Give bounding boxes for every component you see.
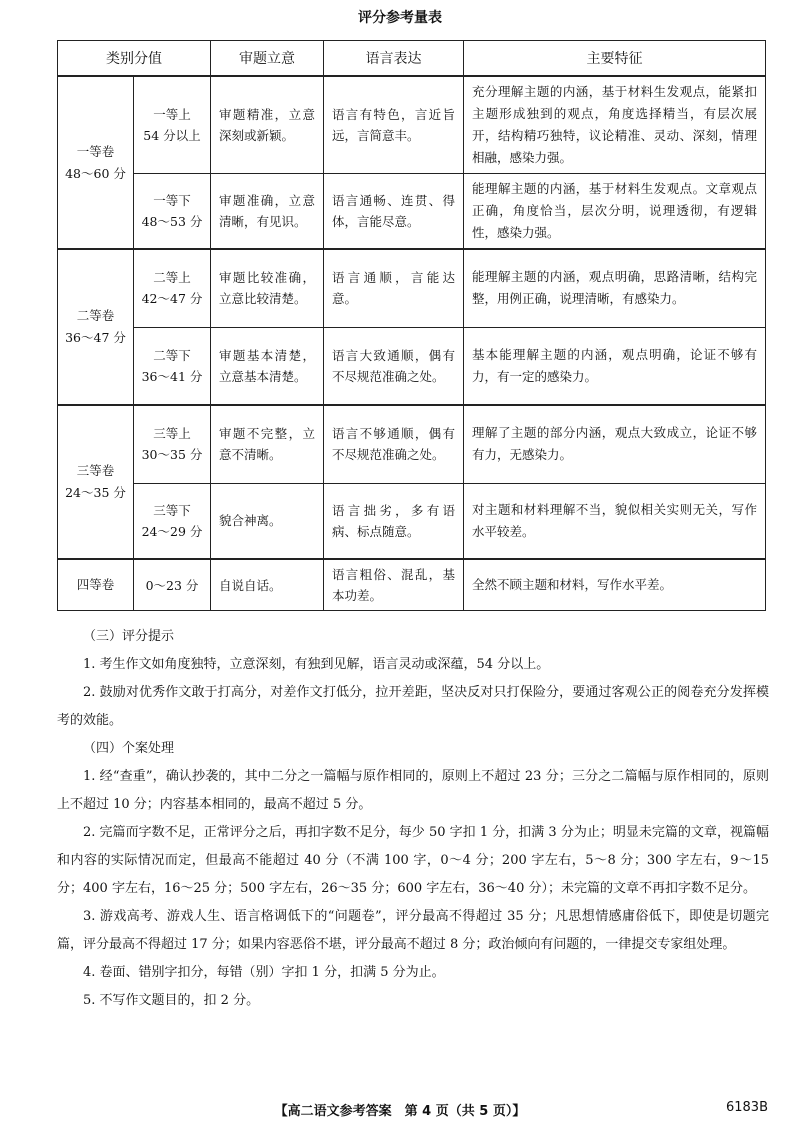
header-yuyan: 语言表达: [324, 41, 464, 77]
category-name: 四等卷: [76, 577, 115, 592]
sub-category-cell: [134, 405, 211, 483]
category-cell: [58, 559, 134, 611]
sub-category-cell: [134, 327, 211, 405]
yuyan-cell: 语言不够通顺，偶有不尽规范准确之处。: [324, 405, 464, 483]
table-row: [58, 249, 766, 327]
table-row: [58, 559, 766, 611]
shenti-cell: 貌合神离。: [211, 483, 324, 559]
tezheng-cell: 全然不顾主题和材料，写作水平差。: [464, 559, 766, 611]
category-range: 48～60 分: [65, 165, 126, 181]
paragraph: 3. 游戏高考、游戏人生、语言格调低下的“问题卷”，评分最高不得超过 35 分；凡思想情感庸俗低下，即使是切题完篇，评分最高不得超过 17 分；如果内容恶俗不堪，评分最高不超过 8 分；政治倾向有问题的，一律提交专家组处理。: [57, 909, 769, 952]
table-header-row: [58, 41, 766, 77]
sub-range: 42～47 分: [141, 291, 203, 307]
paragraph: 2. 鼓励对优秀作文敢于打高分，对差作文打低分，拉开差距，坚决反对只打保险分，要通过客观公正的阅卷充分发挥模考的效能。: [57, 685, 769, 728]
shenti-cell: 审题准确，立意清晰，有见识。: [211, 174, 324, 250]
tezheng-cell: 能理解主题的内涵，基于材料生发观点。文章观点正确，角度恰当，层次分明，说理透彻，有逻辑性，感染力强。: [464, 174, 766, 250]
shenti-cell: 审题不完整，立意不清晰。: [211, 405, 324, 483]
sub-range: 24～29 分: [141, 523, 203, 539]
sub-range: 0～23 分: [145, 577, 199, 593]
tezheng-cell: 理解了主题的部分内涵，观点大致成立，论证不够有力，无感染力。: [464, 405, 766, 483]
sub-name: 三等上: [153, 426, 191, 442]
yuyan-cell: 语言通畅、连贯、得体，言能尽意。: [324, 174, 464, 250]
category-name: 三等卷: [76, 463, 115, 478]
category-cell: [58, 76, 134, 249]
paragraph: 4. 卷面、错别字扣分，每错（别）字扣 1 分，扣满 5 分为止。: [83, 965, 445, 980]
category-cell: [58, 249, 134, 405]
sub-range: 36～41 分: [141, 368, 203, 384]
shenti-cell: 自说自话。: [211, 559, 324, 611]
shenti-cell: 审题精准，立意深刻或新颖。: [211, 76, 324, 174]
sub-name: 三等下: [153, 502, 191, 518]
tezheng-cell: 基本能理解主题的内涵，观点明确，论证不够有力，有一定的感染力。: [464, 327, 766, 405]
page-title: 评分参考量表: [358, 10, 442, 26]
header-tezheng: 主要特征: [464, 41, 766, 77]
tezheng-cell: 对主题和材料理解不当，貌似相关实则无关，写作水平较差。: [464, 483, 766, 559]
section-heading: （四）个案处理: [83, 741, 175, 756]
table-row: [58, 327, 766, 405]
paragraph: 1. 经“查重”，确认抄袭的，其中二分之一篇幅与原作相同的，原则上不超过 23 分；三分之二篇幅与原作相同的，原则上不超过 10 分；内容基本相同的，最高不超过 5 分。: [57, 769, 769, 812]
sub-name: 二等上: [153, 270, 191, 286]
tezheng-cell: 能理解主题的内涵，观点明确，思路清晰，结构完整，用例正确，说理清晰，有感染力。: [464, 249, 766, 327]
table-row: [58, 405, 766, 483]
category-name: 一等卷: [76, 143, 115, 159]
sub-category-cell: [134, 249, 211, 327]
paragraph: 1. 考生作文如角度独特，立意深刻，有独到见解，语言灵动或深蕴，54 分以上。: [83, 657, 550, 672]
section-heading: （三）评分提示: [83, 629, 175, 644]
sub-name: 一等上: [153, 107, 191, 122]
scoring-notes: [57, 623, 769, 1015]
shenti-cell: 审题基本清楚，立意基本清楚。: [211, 327, 324, 405]
header-shenti: 审题立意: [211, 41, 324, 77]
sub-category-cell: [134, 76, 211, 174]
category-range: 24～35 分: [65, 485, 126, 500]
shenti-cell: 审题比较准确，立意比较清楚。: [211, 249, 324, 327]
sub-category-cell: [134, 559, 211, 611]
header-category: 类别分值: [58, 41, 211, 77]
category-range: 36～47 分: [65, 330, 126, 345]
yuyan-cell: 语言大致通顺，偶有不尽规范准确之处。: [324, 327, 464, 405]
yuyan-cell: 语言拙劣，多有语病、标点随意。: [324, 483, 464, 559]
sub-range: 48～53 分: [141, 214, 203, 229]
sub-category-cell: [134, 483, 211, 559]
table-row: [58, 483, 766, 559]
page-footer: 【高二语文参考答案 第 4 页（共 5 页）】: [274, 1104, 526, 1119]
sub-range: 54 分以上: [143, 128, 201, 143]
yuyan-cell: 语言粗俗、混乱，基本功差。: [324, 559, 464, 611]
table-row: [58, 76, 766, 174]
table-row: [58, 174, 766, 250]
category-name: 二等卷: [76, 308, 115, 323]
yuyan-cell: 语言有特色，言近旨远，言简意丰。: [324, 76, 464, 174]
rubric-table: [57, 40, 766, 611]
paragraph: 5. 不写作文题目的，扣 2 分。: [83, 993, 260, 1008]
sub-category-cell: [134, 174, 211, 250]
sub-range: 30～35 分: [141, 447, 203, 463]
paragraph: 2. 完篇而字数不足，正常评分之后，再扣字数不足分，每少 50 字扣 1 分，扣满 3 分为止；明显未完篇的文章，视篇幅和内容的实际情况而定，但最高不能超过 40 分（不满 100 字，0～4 分；200 字左右，5～8 分；300 字左右，9～15 分；400 字左右，16～25 分；500 字左右，26～35 分；600 字左右，36～40 分）；未完篇的文章不再扣字数不足分。: [57, 825, 769, 896]
document-code: 6183B: [725, 1100, 768, 1115]
sub-name: 一等下: [153, 193, 191, 208]
category-cell: [58, 405, 134, 559]
yuyan-cell: 语言通顺，言能达意。: [324, 249, 464, 327]
tezheng-cell: 充分理解主题的内涵，基于材料生发观点，能紧扣主题形成独到的观点，角度选择精当，有层次展开，结构精巧独特，议论精准、灵动、深刻，情理相融，感染力强。: [464, 76, 766, 174]
sub-name: 二等下: [153, 347, 191, 363]
